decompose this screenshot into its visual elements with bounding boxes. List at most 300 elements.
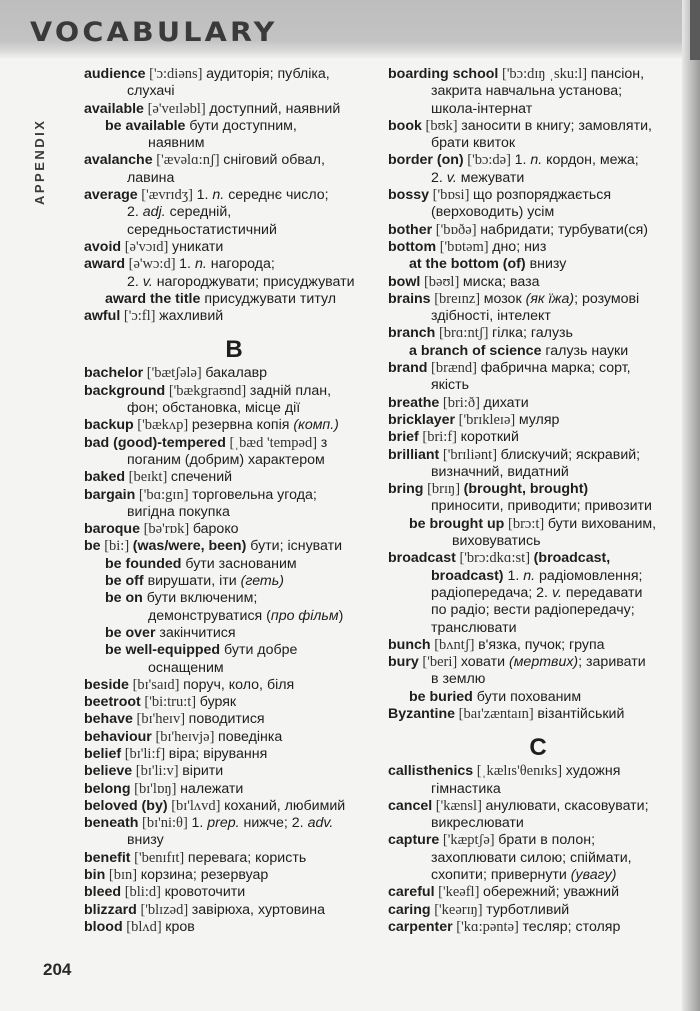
headword: bossy (388, 187, 430, 204)
headword: beside (84, 676, 129, 693)
translation: 1. (503, 567, 524, 584)
headword: be available (105, 117, 186, 134)
entry-line (84, 487, 384, 504)
entry-continuation (388, 101, 688, 118)
dictionary-entry (388, 222, 688, 239)
dictionary-entry (388, 481, 688, 516)
entry-line (84, 919, 384, 936)
translation: перевага; користь (187, 849, 307, 866)
translation: 1. (196, 187, 213, 204)
sub-entry (388, 689, 688, 706)
headword: bachelor (84, 365, 144, 382)
translation: дно; низ (492, 238, 547, 255)
grammar-note: n. (212, 187, 225, 204)
translation: передавати (561, 584, 643, 601)
entry-line (388, 429, 688, 446)
entry-line (388, 902, 688, 919)
entry-line (105, 118, 384, 135)
dictionary-entry (388, 919, 688, 936)
grammar-note: prep. (207, 815, 240, 832)
headword: awful (84, 308, 121, 325)
entry-line (388, 325, 688, 342)
translation: гілка; галузь (492, 325, 573, 342)
translation: сніговий обвал, (223, 152, 325, 169)
dictionary-entry (388, 706, 688, 723)
transcription: ['ɔ:fl] (120, 308, 160, 325)
translation: ховати (460, 654, 509, 671)
dictionary-entry (84, 487, 384, 522)
dictionary-entry (84, 798, 384, 815)
entry-continuation (388, 464, 688, 481)
dictionary-entry (84, 902, 384, 919)
transcription: [bɪ'heɪvjə] (151, 728, 219, 745)
sub-entry (84, 573, 384, 590)
headword: carpenter (388, 918, 453, 935)
translation: 1. (191, 815, 208, 832)
dictionary-entry (388, 360, 688, 395)
translation: нагорода; (206, 256, 275, 273)
dictionary-entry (388, 832, 688, 884)
entry-line (388, 291, 688, 308)
headword: careful (388, 884, 435, 901)
headword: bad (good)-tempered (84, 434, 226, 451)
entry-line (388, 884, 688, 901)
dictionary-entry (388, 550, 688, 636)
translation: кровоточити (164, 884, 246, 901)
entry-line (388, 222, 688, 239)
translation: нижче; 2. (239, 815, 308, 832)
dictionary-entry (84, 365, 384, 382)
dictionary-entry (84, 763, 384, 780)
headword: (brought, brought) (463, 481, 589, 498)
transcription: ['brɪkleɪə] (455, 411, 519, 428)
transcription: ['bɒtəm] (436, 238, 493, 255)
translation: захоплювати силою; спіймати, (431, 849, 632, 866)
headword: behaviour (84, 728, 152, 745)
translation: поводитися (188, 711, 265, 728)
sub-entry (84, 590, 384, 625)
entry-line (84, 538, 384, 555)
dictionary-entry (84, 919, 384, 936)
entry-line (409, 516, 688, 533)
headword: beneath (84, 815, 139, 832)
dictionary-entry (84, 417, 384, 434)
entry-line (84, 383, 384, 400)
headword: be (84, 538, 101, 555)
translation: оснащеним (148, 659, 224, 676)
entry-line (388, 637, 688, 654)
entry-continuation (388, 568, 688, 585)
transcription: ['bɒsi] (429, 187, 474, 204)
dictionary-entry (84, 694, 384, 711)
entry-line (388, 763, 688, 780)
translation: закінчитися (155, 624, 236, 641)
sub-entry (84, 556, 384, 573)
dictionary-entry (84, 521, 384, 538)
entry-line (84, 711, 384, 728)
headword: behave (84, 711, 133, 728)
translation: задній план, (249, 382, 332, 399)
entry-line (388, 706, 688, 723)
entry-line (388, 360, 688, 377)
entry-continuation (84, 204, 384, 221)
translation: бути включеним; (142, 590, 258, 607)
section-letter: B (225, 336, 243, 364)
dictionary-entry (388, 763, 688, 798)
translation: приносити, приводити; привозити (431, 498, 652, 515)
transcription: [bɪ'ni:θ] (138, 815, 192, 832)
transcription: ['beri] (418, 654, 461, 671)
transcription: ['brɪliənt] (439, 446, 501, 463)
translation: кров (165, 918, 195, 935)
entry-line (105, 291, 384, 308)
translation: що розпоряджається (473, 187, 612, 204)
translation: наявним (148, 135, 205, 152)
translation: віра; вірування (168, 745, 268, 762)
entry-continuation (388, 602, 688, 619)
grammar-note: (як їжа) (525, 290, 575, 307)
headword: bin (84, 867, 106, 884)
headword: (was/were, been) (132, 538, 247, 555)
headword: a branch of science (409, 342, 542, 359)
entry-line (84, 256, 384, 273)
transcription: ['bækgraʊnd] (165, 382, 250, 399)
dictionary-entry (84, 256, 384, 291)
translation: бути доступним, (185, 117, 297, 134)
entry-line (84, 469, 384, 486)
transcription: [bʌntʃ] (430, 636, 479, 653)
transcription: [bɪn] (105, 867, 141, 884)
entry-line (409, 343, 688, 360)
transcription: [blʌd] (122, 918, 166, 935)
headword: bargain (84, 486, 136, 503)
entry-line (409, 256, 688, 273)
dictionary-entry (84, 711, 384, 728)
grammar-note: (комп.) (293, 417, 339, 434)
headword: breathe (388, 394, 440, 411)
translation: бакалавр (205, 365, 268, 382)
transcription: [bli:d] (121, 884, 165, 901)
headword: be over (105, 624, 156, 641)
transcription: [bʊk] (421, 117, 462, 134)
dictionary-entry (388, 654, 688, 689)
headword: be founded (105, 555, 182, 572)
translation: поруч, коло, біля (183, 676, 295, 693)
transcription: [ə'wɔ:d] (125, 256, 180, 273)
grammar-note: n. (530, 152, 543, 169)
headword: believe (84, 763, 133, 780)
transcription: ['bækʌp] (133, 417, 192, 434)
headword: benefit (84, 849, 131, 866)
translation: брати квиток (431, 135, 516, 152)
headword: bury (388, 654, 419, 671)
headword: caring (388, 901, 431, 918)
dictionary-entry (84, 101, 384, 118)
entry-line (84, 187, 384, 204)
translation: з (320, 434, 328, 451)
page-title: VOCABULARY (30, 17, 278, 48)
headword: background (84, 382, 166, 399)
transcription: [bɪ'heɪv] (132, 711, 189, 728)
translation: бути добре (220, 642, 298, 659)
headword: broadcast (388, 550, 456, 567)
translation: школа-інтернат (431, 100, 533, 117)
entry-line (84, 902, 384, 919)
headword: award the title (105, 290, 201, 307)
translation: обережний; уважний (483, 884, 619, 901)
translation: межувати (456, 169, 525, 186)
transcription: ['ævəlɑ:nʃ] (152, 152, 224, 169)
transcription: [bəʊl] (420, 273, 463, 290)
headword: bricklayer (388, 411, 456, 428)
translation: бути вихованим, (547, 515, 657, 532)
translation: нагороджувати; присуджувати (152, 273, 355, 290)
transcription: [beɪkt] (125, 469, 171, 486)
translation: в'язка, пучок; група (478, 636, 605, 653)
translation: 1. (514, 152, 531, 169)
headword: broadcast) (431, 567, 504, 584)
headword: belong (84, 780, 131, 797)
dictionary-entry (388, 118, 688, 153)
transcription: [ə'vɔɪd] (121, 238, 172, 255)
headword: blood (84, 918, 123, 935)
dictionary-entry (388, 187, 688, 222)
headword: border (on) (388, 152, 464, 169)
entry-line (388, 919, 688, 936)
entry-continuation (84, 83, 384, 100)
grammar-note: n. (523, 567, 536, 584)
entry-line (84, 763, 384, 780)
translation: спечений (170, 469, 233, 486)
transcription: [bɪ'lʌvd] (167, 797, 225, 814)
translation: жахливий (159, 308, 224, 325)
translation: набридати; турбувати(ся) (480, 221, 649, 238)
grammar-note: v. (446, 169, 457, 186)
translation: кордон, межа; (542, 152, 639, 169)
headword: be well-equipped (105, 642, 221, 659)
translation: вирушати, іти (143, 573, 241, 590)
headword: bother (388, 221, 433, 238)
translation: гімнастика (431, 780, 501, 797)
entry-line (388, 118, 688, 135)
dictionary-entry (84, 538, 384, 555)
transcription: ['benɪfɪt] (130, 849, 188, 866)
appendix-side-label: APPENDIX (32, 118, 47, 205)
translation: поведінка (218, 728, 283, 745)
translation: схопити; привернути (431, 867, 571, 884)
transcription: [brænd] (427, 360, 481, 377)
book-edge (690, 0, 700, 60)
headword: baroque (84, 521, 140, 538)
transcription: ['bɔ:də] (463, 152, 515, 169)
headword: bottom (388, 238, 437, 255)
translation: середнє число; (224, 187, 329, 204)
dictionary-entry (388, 274, 688, 291)
entry-line (105, 556, 384, 573)
dictionary-entry (388, 325, 688, 342)
dictionary-entry (84, 383, 384, 418)
entry-line (388, 395, 688, 412)
grammar-note: (мертвих) (508, 654, 579, 671)
transcription: ['brɔ:dkɑ:st] (455, 550, 534, 567)
entry-line (84, 694, 384, 711)
entry-line (84, 850, 384, 867)
entry-continuation (388, 781, 688, 798)
entry-line (84, 815, 384, 832)
entry-line (84, 435, 384, 452)
entry-continuation (105, 660, 384, 677)
entry-line (84, 66, 384, 83)
translation: 2. (431, 169, 447, 186)
grammar-note: v. (142, 273, 153, 290)
grammar-note: (геть) (240, 573, 284, 590)
transcription: [bri:ð] (439, 394, 484, 411)
translation: галузь науки (541, 342, 629, 359)
transcription: [bɪ'lɒŋ] (130, 780, 181, 797)
translation: завірюха, хуртовина (191, 901, 325, 918)
transcription: [baɪ'zæntaɪn] (455, 705, 538, 722)
entry-continuation (388, 671, 688, 688)
transcription: [brɪŋ] (423, 481, 464, 498)
transcription: [bɪ'saɪd] (128, 676, 184, 693)
headword: beloved (by) (84, 797, 168, 814)
translation: бути заснованим (181, 555, 297, 572)
entry-line (84, 798, 384, 815)
headword: award (84, 256, 126, 273)
translation: середній, (165, 204, 232, 221)
transcription: [ə'veɪləbl] (143, 100, 210, 117)
translation: блискучий; яскравий; (500, 446, 641, 463)
entry-continuation (388, 585, 688, 602)
entry-line (84, 417, 384, 434)
entry-line (388, 798, 688, 815)
entry-line (388, 412, 688, 429)
headword: bunch (388, 636, 431, 653)
translation: бути; існувати (246, 538, 343, 555)
entry-line (388, 832, 688, 849)
transcription: ['keəfl] (434, 884, 484, 901)
headword: brains (388, 290, 431, 307)
headword: avoid (84, 238, 122, 255)
transcription: ['bɔ:dɪŋ ˌsku:l] (498, 66, 591, 82)
translation: слухачі (127, 83, 175, 100)
dictionary-entry (84, 308, 384, 325)
entry-continuation (388, 135, 688, 152)
dictionary-entry (388, 637, 688, 654)
entry-continuation (388, 850, 688, 867)
entry-line (388, 274, 688, 291)
translation: ; заривати (578, 654, 646, 671)
translation: буряк (199, 694, 237, 711)
translation: викреслювати (431, 815, 524, 832)
sub-entry (84, 291, 384, 308)
grammar-note: (увагу) (570, 867, 617, 884)
grammar-note: adj. (142, 204, 166, 221)
dictionary-entry (388, 239, 688, 256)
transcription: ['ɔ:diəns] (145, 66, 207, 82)
headword: boarding school (388, 66, 499, 82)
entry-line (84, 308, 384, 325)
page-header (0, 0, 700, 58)
entry-line (84, 101, 384, 118)
headword: (broadcast, (533, 550, 611, 567)
translation: доступний, наявний (209, 100, 341, 117)
entry-continuation (84, 832, 384, 849)
grammar-note: v. (551, 584, 562, 601)
entry-line (388, 239, 688, 256)
transcription: ['kænsl] (432, 797, 486, 814)
left-column (84, 66, 384, 936)
right-column (388, 66, 688, 936)
headword: Byzantine (388, 705, 456, 722)
headword: be off (105, 573, 144, 590)
transcription: ['kɑ:pəntə] (452, 918, 523, 935)
grammar-note: adv. (307, 815, 334, 832)
translation: аудиторія; публіка, (206, 66, 330, 82)
headword: blizzard (84, 901, 137, 918)
translation: радіомовлення; (535, 567, 643, 584)
translation: в землю (431, 671, 486, 688)
entry-continuation (105, 608, 384, 625)
transcription: [bɪ'li:v] (132, 763, 183, 780)
dictionary-entry (388, 798, 688, 833)
entry-line (388, 654, 688, 671)
translation: фабрична марка; сорт, (480, 360, 631, 377)
headword: average (84, 187, 138, 204)
entry-continuation (105, 135, 384, 152)
dictionary-entry (84, 187, 384, 239)
entry-line (105, 642, 384, 659)
headword: belief (84, 745, 122, 762)
transcription: [breɪnz] (430, 290, 484, 307)
entry-line (388, 550, 688, 567)
translation: поганим (добрим) характером (127, 451, 325, 468)
translation: демонструватися ( (148, 607, 271, 624)
translation: середньостатистичний (127, 221, 277, 238)
entry-continuation (388, 498, 688, 515)
headword: bleed (84, 884, 122, 901)
headword: avalanche (84, 152, 153, 169)
dictionary-entry (84, 469, 384, 486)
translation: художня (565, 763, 621, 780)
translation: бути похованим (472, 688, 582, 705)
translation: миска; ваза (462, 273, 540, 290)
entry-line (84, 746, 384, 763)
dictionary-entry (388, 447, 688, 482)
dictionary-entry (388, 395, 688, 412)
translation: 2. (127, 273, 143, 290)
dictionary-entry (84, 239, 384, 256)
dictionary-entry (388, 429, 688, 446)
entry-line (388, 447, 688, 464)
dictionary-entry (84, 815, 384, 850)
translation: (верховодить) усім (431, 204, 555, 221)
translation: резервна копія (191, 417, 294, 434)
headword: brief (388, 429, 419, 446)
headword: audience (84, 66, 146, 82)
entry-continuation (388, 815, 688, 832)
transcription: ['blɪzəd] (136, 901, 192, 918)
dictionary-entry (388, 902, 688, 919)
dictionary-entry (84, 677, 384, 694)
transcription: [brɔ:t] (504, 515, 548, 532)
entry-line (105, 573, 384, 590)
entry-continuation (84, 274, 384, 291)
transcription: [bri:f] (418, 429, 461, 446)
translation: належати (180, 780, 244, 797)
translation: внизу (127, 832, 164, 849)
dictionary-entry (84, 850, 384, 867)
